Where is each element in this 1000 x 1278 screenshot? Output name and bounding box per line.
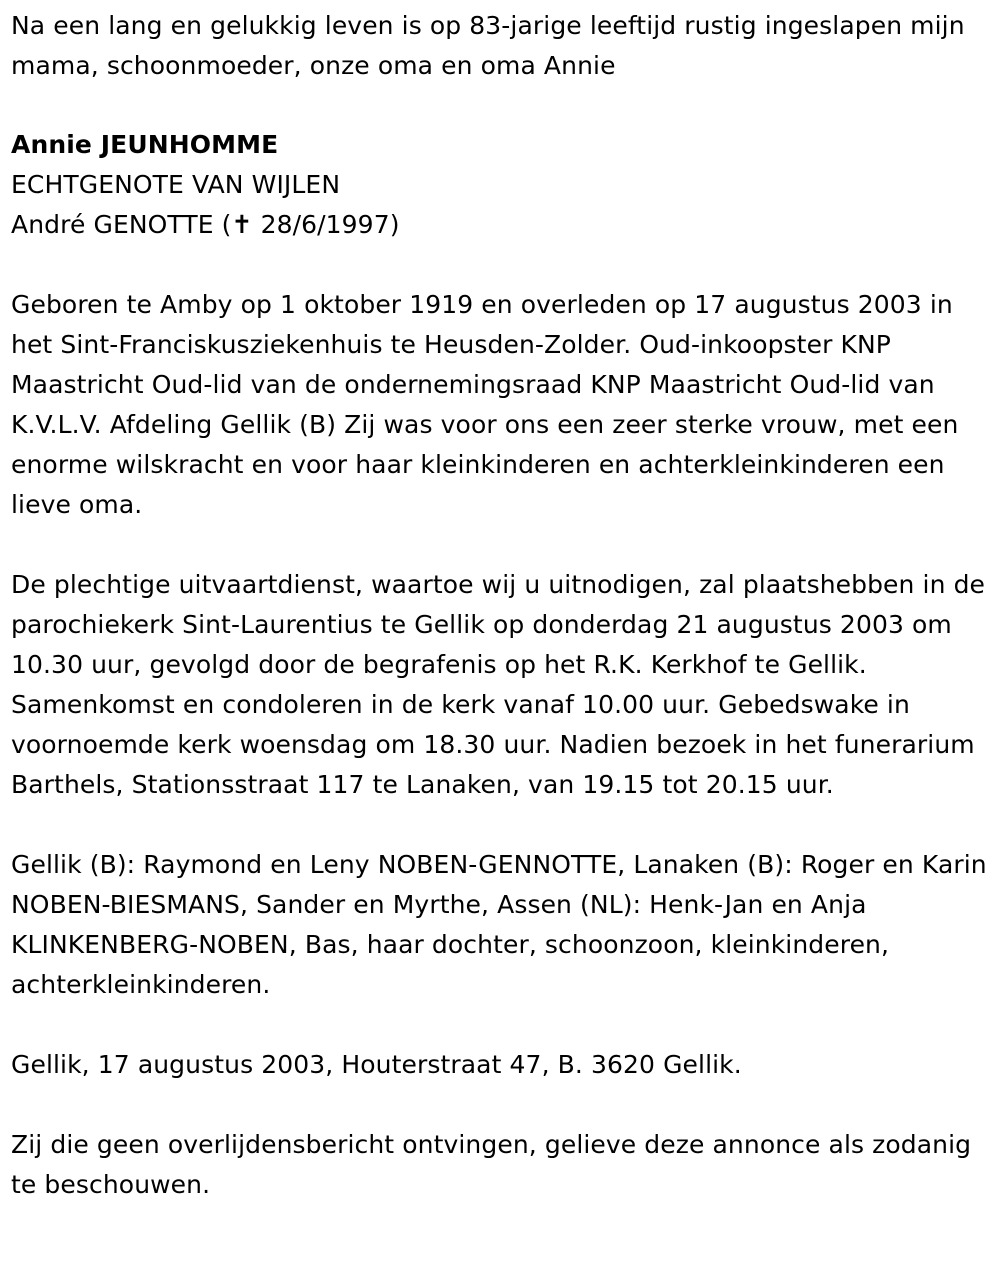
closing-paragraph: Zij die geen overlijdensbericht ontvingen, gelieve deze annonce als zodanig te beschouwen. xyxy=(11,1130,972,1199)
spouse-line: André GENOTTE (✝ 28/6/1997) xyxy=(11,210,400,239)
family-paragraph: Gellik (B): Raymond en Leny NOBEN-GENNOTTE, Lanaken (B): Roger en Karin NOBEN-BIESMANS, Sander en Myrthe, Assen (NL): Henk-Jan en Anja KLINKENBERG-NOBEN, Bas, haar dochter, schoonzoon, kleinkinderen, achterkleinkinderen. xyxy=(11,850,987,999)
deceased-name: Annie JEUNHOMME xyxy=(11,130,279,159)
service-paragraph: De plechtige uitvaartdienst, waartoe wij u uitnodigen, zal plaatshebben in de parochiekerk Sint-Laurentius te Gellik op donderdag 21 augustus 2003 om 10.30 uur, gevolgd door de begrafenis op het R.K. Kerkhof te Gellik. Samenkomst en condoleren in de kerk vanaf 10.00 uur. Gebedswake in voornoemde kerk woensdag om 18.30 uur. Nadien bezoek in het funerarium Barthels, Stationsstraat 117 te Lanaken, van 19.15 tot 20.15 uur. xyxy=(11,570,986,799)
biography-paragraph: Geboren te Amby op 1 oktober 1919 en overleden op 17 augustus 2003 in het Sint-Franciskusziekenhuis te Heusden-Zolder. Oud-inkoopster KNP Maastricht Oud-lid van de ondernemingsraad KNP Maastricht Oud-lid van K.V.L.V. Afdeling Gellik (B) Zij was voor ons een zeer sterke vrouw, met een enorme wilskracht en voor haar kleinkinderen en achterkleinkinderen een lieve oma. xyxy=(11,290,959,519)
relation-line: ECHTGENOTE VAN WIJLEN xyxy=(11,170,341,199)
address-line: Gellik, 17 augustus 2003, Houterstraat 47, B. 3620 Gellik. xyxy=(11,1050,742,1079)
intro-paragraph: Na een lang en gelukkig leven is op 83-jarige leeftijd rustig ingeslapen mijn mama, schoonmoeder, onze oma en oma Annie xyxy=(11,11,965,80)
